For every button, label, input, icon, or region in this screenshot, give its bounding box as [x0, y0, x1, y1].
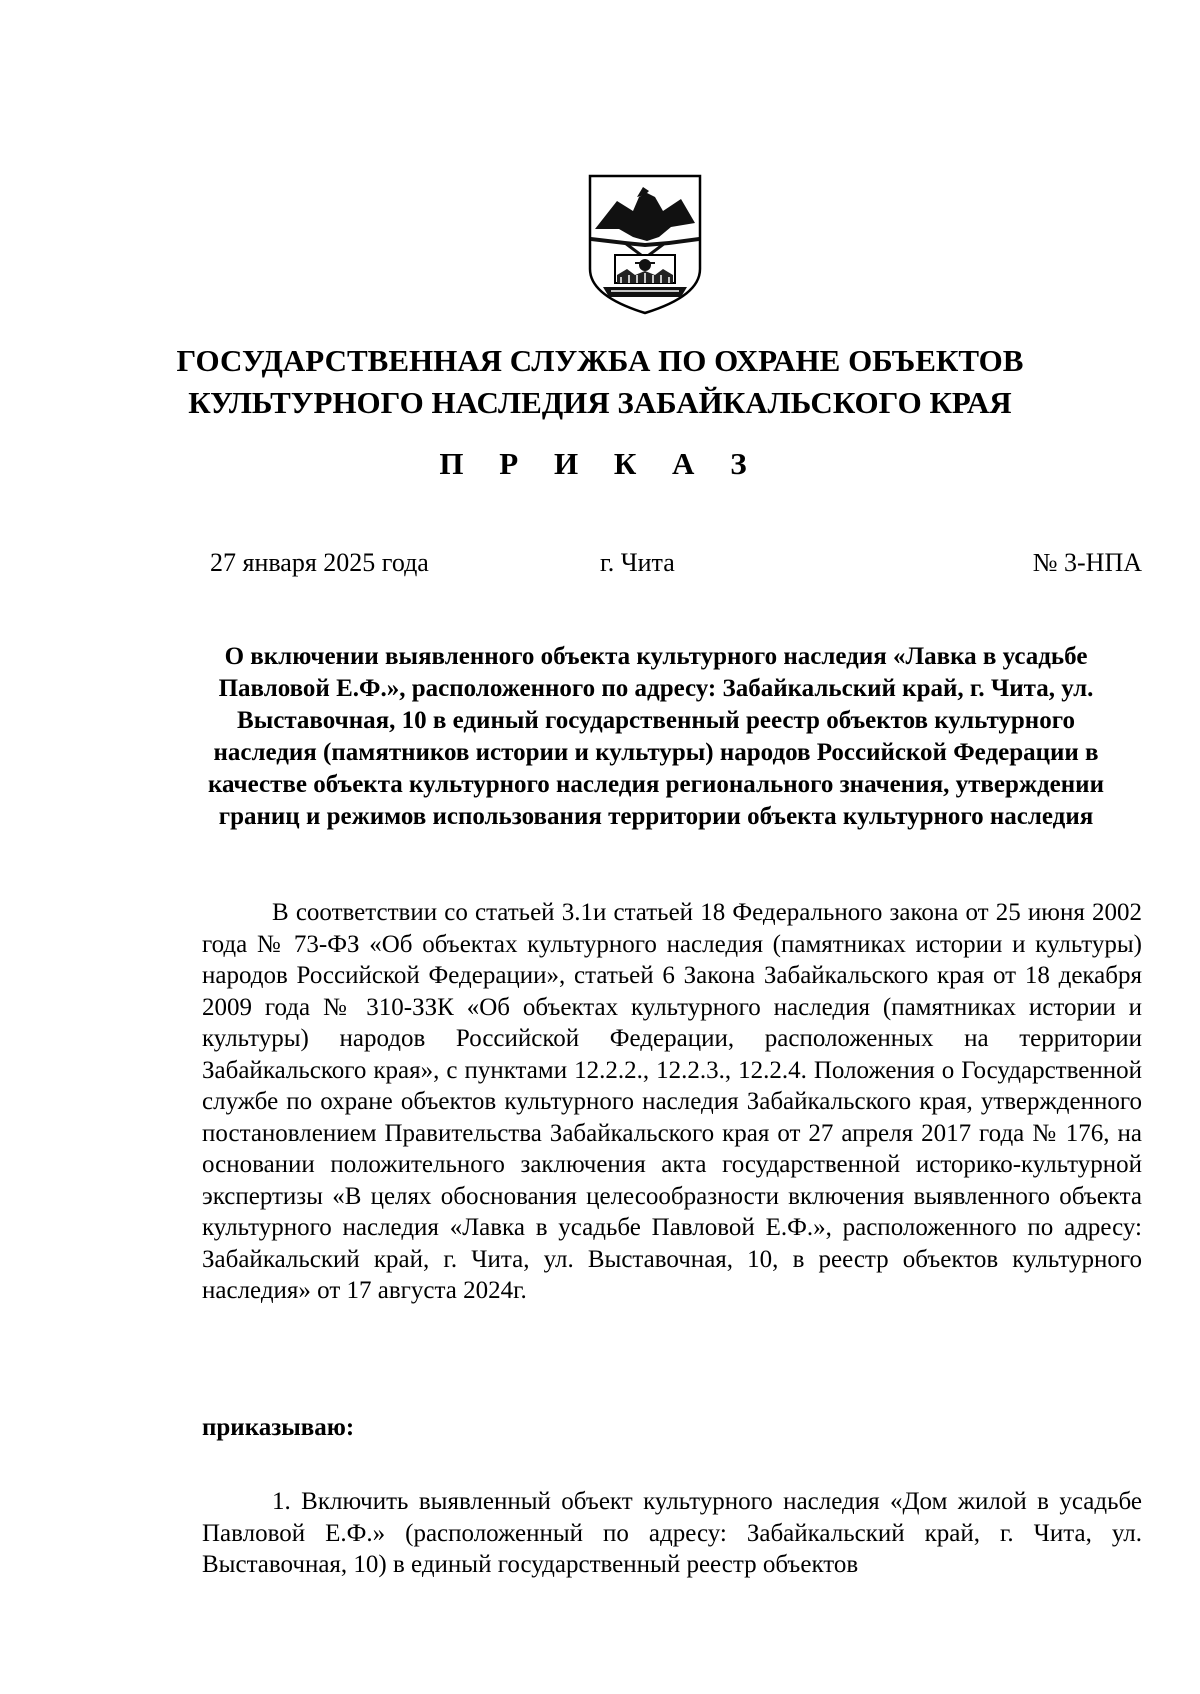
- preamble-paragraph: В соответствии со статьей 3.1и статьей 18 Федерального закона от 25 июня 2002 года № 73-ФЗ «Об объектах культурного наследия (памятниках истории и культуры) народов Российской Федерации», статьей 6 Закона Забайкальского края от 18 декабря 2009 года № 310-ЗЗК «Об объектах культурного наследия (памятниках истории и культуры) народов Российской Федерации, расположенных на территории Забайкальского края», с пунктами 12.2.2., 12.2.3., 12.2.4. Положения о Государственной службе по охране объектов культурного наследия Забайкальского края, утвержденного постановлением Правительства Забайкальского края от 27 апреля 2017 года № 176, на основании положительного заключения акта государственной историко-культурной экспертизы «В целях обоснования целесообразности включения выявленного объекта культурного наследия «Лавка в усадьбе Павловой Е.Ф.», расположенного по адресу: Забайкальский край, г. Чита, ул. Выставочная, 10, в реестр объектов культурного наследия» от 17 августа 2024г.: [202, 899, 1142, 1304]
- organization-title-line-1: ГОСУДАРСТВЕННАЯ СЛУЖБА ПО ОХРАНЕ ОБЪЕКТОВ: [176, 343, 1024, 378]
- organization-title: [0, 340, 1200, 424]
- order-heading: О включении выявленного объекта культурного наследия «Лавка в усадьбе Павловой Е.Ф.», расположенного по адресу: Забайкальский край, г. Чита, ул. Выставочная, 10 в единый государственный реестр объектов культурного наследия (памятников истории и культуры) народов Российской Федерации в качестве объекта культурного наследия регионального значения, утверждении границ и режимов использования территории объекта культурного наследия: [208, 643, 1104, 830]
- order-number: № 3-НПА: [1032, 548, 1142, 577]
- order-date: 27 января 2025 года: [210, 548, 429, 577]
- order-verb: приказываю:: [202, 1414, 355, 1441]
- coat-of-arms-icon: [585, 171, 705, 316]
- order-item-1: 1. Включить выявленный объект культурного наследия «Дом жилой в усадьбе Павловой Е.Ф.» (расположенный по адресу: Забайкальский край, г. Чита, ул. Выставочная, 10) в единый государственный реестр объектов: [202, 1488, 1142, 1578]
- organization-title-line-2: КУЛЬТУРНОГО НАСЛЕДИЯ ЗАБАЙКАЛЬСКОГО КРАЯ: [188, 385, 1012, 420]
- document-type: П Р И К А З: [439, 446, 761, 481]
- order-city: г. Чита: [600, 548, 675, 577]
